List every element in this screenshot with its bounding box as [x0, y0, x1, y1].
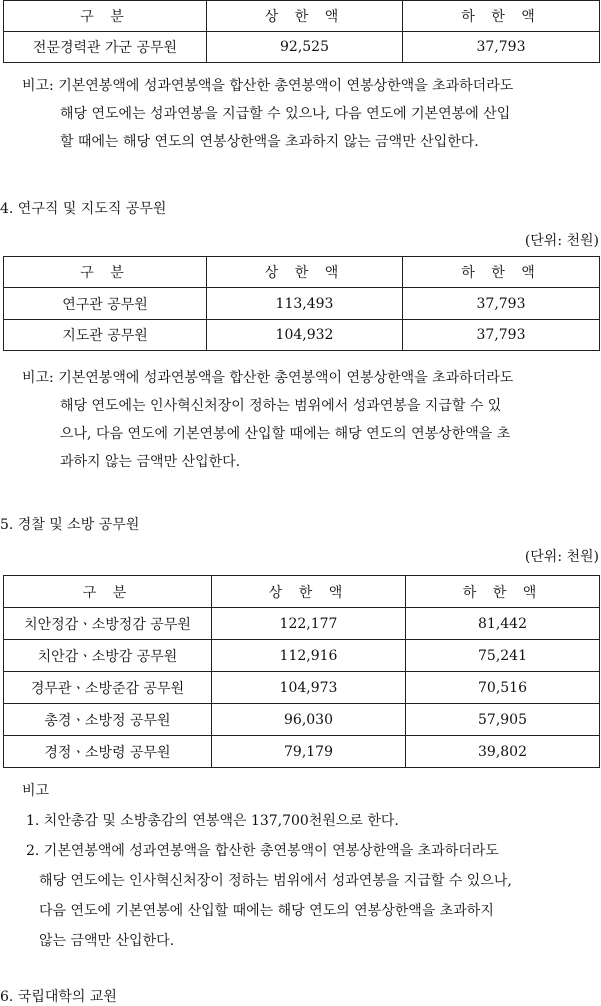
note-label: 비고:	[22, 78, 54, 94]
table-row	[4, 608, 600, 640]
note-table1	[22, 72, 601, 156]
table-civil-career	[3, 0, 600, 63]
cell-lower: 37,793	[403, 320, 600, 351]
note-line: 기본연봉액에 성과연봉액을 합산한 총연봉액이 연봉상한액을 초과하더라도	[58, 370, 514, 386]
note-section4	[22, 364, 601, 476]
col-header-category: 구 분	[4, 576, 212, 608]
table-row	[4, 672, 600, 704]
cell-category: 경정ㆍ소방령 공무원	[4, 736, 212, 768]
cell-lower: 39,802	[406, 736, 600, 768]
unit-label: (단위: 천원)	[524, 549, 599, 565]
table-research	[3, 256, 600, 351]
table-row	[4, 320, 600, 351]
section-heading-6: 6. 국립대학의 교원	[0, 989, 117, 1005]
note-label: 비고:	[22, 370, 54, 386]
cell-upper: 96,030	[212, 704, 406, 736]
table-row	[4, 736, 600, 768]
cell-lower: 57,905	[406, 704, 600, 736]
cell-upper: 112,916	[212, 640, 406, 672]
cell-category: 지도관 공무원	[4, 320, 207, 351]
cell-lower: 37,793	[403, 32, 600, 63]
note-label: 비고	[22, 783, 50, 799]
cell-category: 연구관 공무원	[4, 288, 207, 320]
cell-category: 치안정감ㆍ소방정감 공무원	[4, 608, 212, 640]
note-line: 다음 연도에 기본연봉에 산입할 때에는 해당 연도의 연봉상한액을 초과하지	[39, 903, 494, 919]
note-item-2: 2. 기본연봉액에 성과연봉액을 합산한 총연봉액이 연봉상한액을 초과하더라도	[26, 843, 499, 859]
note-line: 과하지 않는 금액만 산입한다.	[60, 454, 241, 470]
cell-upper: 92,525	[207, 32, 403, 63]
note-line: 않는 금액만 산입한다.	[39, 933, 175, 949]
note-line: 해당 연도에는 인사혁신처장이 정하는 범위에서 성과연봉을 지급할 수 있으나,	[39, 873, 512, 889]
unit-label: (단위: 천원)	[524, 233, 599, 249]
cell-category: 치안감ㆍ소방감 공무원	[4, 640, 212, 672]
cell-upper: 122,177	[212, 608, 406, 640]
cell-category: 전문경력관 가군 공무원	[4, 32, 207, 63]
col-header-lower: 하 한 액	[406, 576, 600, 608]
note-line: 기본연봉액에 성과연봉액을 합산한 총연봉액이 연봉상한액을 초과하더라도	[58, 78, 514, 94]
cell-upper: 113,493	[207, 288, 403, 320]
table-row	[4, 704, 600, 736]
cell-upper: 104,932	[207, 320, 403, 351]
table-row	[4, 32, 600, 63]
cell-lower: 75,241	[406, 640, 600, 672]
note-line: 해당 연도에는 성과연봉을 지급할 수 있으나, 다음 연도에 기본연봉에 산입	[60, 106, 511, 122]
col-header-upper: 상 한 액	[212, 576, 406, 608]
table-row	[4, 640, 600, 672]
cell-lower: 37,793	[403, 288, 600, 320]
col-header-lower: 하 한 액	[403, 1, 600, 32]
section-heading-5: 5. 경찰 및 소방 공무원	[0, 517, 140, 533]
cell-lower: 70,516	[406, 672, 600, 704]
col-header-upper: 상 한 액	[207, 257, 403, 288]
col-header-upper: 상 한 액	[207, 1, 403, 32]
table-police-fire	[3, 575, 600, 768]
note-line: 할 때에는 해당 연도의 연봉상한액을 초과하지 않는 금액만 산입한다.	[60, 134, 479, 150]
cell-upper: 104,973	[212, 672, 406, 704]
col-header-category: 구 분	[4, 1, 207, 32]
note-item-1: 1. 치안총감 및 소방총감의 연봉액은 137,700천원으로 한다.	[26, 813, 399, 829]
col-header-category: 구 분	[4, 257, 207, 288]
note-section5	[22, 776, 601, 956]
cell-category: 경무관ㆍ소방준감 공무원	[4, 672, 212, 704]
cell-upper: 79,179	[212, 736, 406, 768]
cell-lower: 81,442	[406, 608, 600, 640]
table-row	[4, 288, 600, 320]
cell-category: 총경ㆍ소방정 공무원	[4, 704, 212, 736]
col-header-lower: 하 한 액	[403, 257, 600, 288]
section-heading-4: 4. 연구직 및 지도직 공무원	[0, 201, 167, 217]
note-line: 으나, 다음 연도에 기본연봉에 산입할 때에는 해당 연도의 연봉상한액을 초	[60, 426, 511, 442]
note-line: 해당 연도에는 인사혁신처장이 정하는 범위에서 성과연봉을 지급할 수 있	[60, 398, 502, 414]
